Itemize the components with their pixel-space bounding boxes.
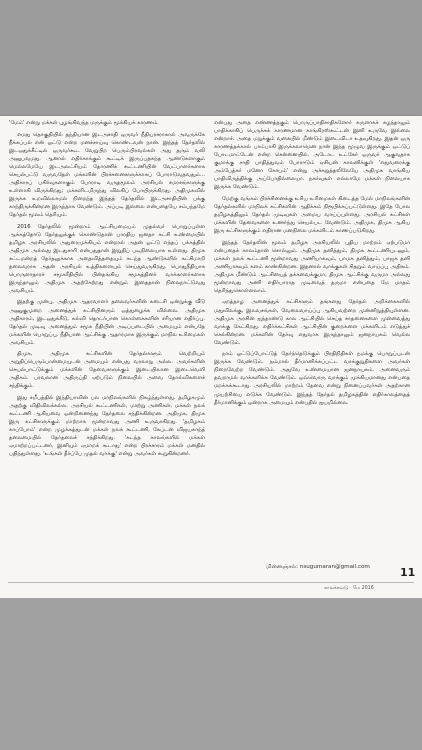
author-email: மின்னஞ்சல்: nsugumaran@gmail.com <box>266 564 370 570</box>
paragraph: மேற்கு வங்கம் பிரச்சினைக்கு உரிய உரிமைகள் கிடைத்த மேல் மாநிலங்களின் தேர்தல்களில் மாநிலக் கட்சிகளின் ஆதிக்கம் நிரூபிக்கப்பட்டுள்ளது. இதே போல தமிழகத்திலும் தேர்தல் முடிவுகள் அமைய வாய்ப்புள்ளது. அரசியல் கட்சிகள் மக்களின் தேவைகளை உணர்ந்து செயல்பட வேண்டும். அதிமுக, திமுக ஆகிய இரு கட்சிகளுக்கும் எதிரான மனநிலை மக்களிடம் காணப்படுகிறது. <box>214 195 410 235</box>
page-number: 11 <box>400 566 416 579</box>
bottom-background <box>0 598 422 750</box>
paragraph: இந்தத் தேர்தலின் மூலம் தமிழக அரசியலில் புதிய மாற்றம் ஏற்படுமா என்பதைக் காலம்தான் சொல்லும். அதிமுக தனித்தும், திமுக கூட்டணியுடனும், மக்கள் நலக் கூட்டணி மூன்றாவது அணியாகவும், பாமக தனித்தும், பாஜக தனி அணியாகவும் களம் காண்கின்றன. இதனால் வாக்குகள் சிதறும் வாய்ப்பு அதிகம். அதிமுக மீண்டும் ஆட்சியைத் தக்கவைக்குமா, திமுக ஆட்சிக்கு வருமா அல்லது மூன்றாவது அணி எதிர்பாராத முடிவைத் தருமா என்பதை மே மாதம் தெரிந்துகொள்ளலாம். <box>214 239 410 294</box>
left-column <box>9 119 205 462</box>
paragraph: ஏறத்தாழ அனைத்துக் கட்சிகளும் தங்களது தேர்தல் அறிக்கைகளில் மதுவிலக்கு, இலவசங்கள், வேலைவாய்ப்பு ஆகியவற்றை முன்னிறுத்தியுள்ளன. அதிமுக அரசின் ஐந்தாண்டு கால ஆட்சியில் செய்த சாதனைகளை முன்வைத்து வாக்கு கேட்கிறது. எதிர்க்கட்சிகள் ஆட்சியின் குறைகளை மக்களிடம் எடுத்துச் செல்கின்றன. மக்களின் தேர்வு எதுவாக இருந்தாலும் ஜனநாயகம் வெல்ல வேண்டும். <box>214 299 410 346</box>
paragraph: இது சமீபத்தில் இந்தியாவின் பல மாநிலங்களில் நிகழ்ந்துள்ளது. தமிழகமும் அதற்கு விதிவிலக்கல்ல. அரசியல் கூட்டணிகள், மாற்று அணிகள், மக்கள் நலக் கூட்டணி ஆகியவை ஒன்றிணைந்து தேர்தலை சந்திக்கின்றன. அதிமுக, திமுக இரு கட்சிகளுக்கும் மாற்றாக மூன்றாவது அணி உருவாகிறது. 'தமிழகம் காப்போம்' என்ற முழக்கத்துடன் மக்கள் நலக் கூட்டணி, கேப்டன் விஜயகாந்த் தலைமையில் தேர்தலைச் சந்திக்கிறது. 'கடந்த காலங்களில் மக்கள் ஏமாற்றப்பட்டனர், இனியும் ஏமாறக் கூடாது' என்ற பிரச்சாரம் மக்கள் மனதில் பதிந்துள்ளது. 'உங்கள் தீர்ப்பே முதல் வாக்கு' என்று அவர்கள் கூறுகின்றனர். <box>9 395 205 458</box>
paragraph: இதற்கு முன்பு, அதிமுக ஆதரவாளர் தலைவர்களின் கடைசி ஒன்றுக்கு வீடு அணுகுமுறை அனைத்துக் கட்சியினரும் ஒத்துழைக்க வில்லை. அதிமுக அதிகாரம், இடஒதுக்கீடு, கல்வி தொடர்பான கொள்கைகளின் சரியான எதிர்ப்பு. தேர்தல் முடிவு அனைத்தும் சமூக நீதியின் அடிப்படையில் அமையும் என்பதே மக்களின் பொறுப்பு. நீதியான ஆட்சிக்கு ஆதாரமாக இருக்கும் மாநில உரிமைகள் அவசியம். <box>9 299 205 346</box>
paragraph: எமது தொகுதியில் தந்தியான இடஅசாதி ஒருவர் நீதியரசராகால் அவருக்கே நீக்கப்பல் என் ஓட்டு என்ற மனச்சாய்வு கொண்டவன் நான். இந்தத் தேர்தலில் இடஒதுக்கீட்டில் ஒருவர்கூட வேறுபிற பெரும்பிரவல்கள் அது தரும் வலி அனுபவமது. ஆனால் எதிர்காக்கும் கூட்டிக் இருப்பதகந்த ஆண்டுகளாகும் மெல்லமேயே இடஅலட்சியம் தோரணிக் கூட்டணியின் வேட்பாளர்களாக செயல்பட்டு வருவதேள் மக்களின் பிரச்சனைகளுக்காகப் போராடுவதவதும்... அதிகாரப் பகிர்வுகளாகும் போராடி வருதமூலம் அரசியல் சமரசங்களுக்கு உள்ளாகி விருக்கிறது; மக்களிடமிருந்து விலகிப் போயிருக்கிறது. அதிமுகவில் இருக்க உறவில்லாமல் நிறைந்த இந்தத் தேர்தலில் இடஅசாதியின் பக்கு காந்திருக்கின்றன இருந்தாக வேண்டும். அப்படி இல்லை என்பதையே சம்பந்தமே தேர்தல் மூலம் தெரியும். <box>9 131 205 219</box>
paragraph: என்பது அதை எண்ணத்தகும் பொருப்பாதிசாதிகளோர் சுருளாகச் சுழந்தாலும் பாதிக்காகிப் பெருக்கக் காரணமான காங்கிரஸ்கூட்டன் இனி உருவே இல்லை என்றாச். அதை மறுக்கும் வகையில் மீண்டும் இடைவிடா உதவுகிறது. இதன் ஒரு காரணத்தக்கால் பாம்பாகி இருக்கலாமென நான் இந்த மூழுவ இருக்கும் ஒட்டுப் போடமாட்டேன் என்ற சென்னையில். அடோட உட்கேர் ஒருவர் ஆகுவதாக குமாக்கு சாதி பாதித்துவம் போராடும் ஏசியன் காலனிக்குள் 'எதுவரைக்கு அம்பேத்கர் மனோ கோபம்' என்று அச்சுறுத்தலிலேயே அதிமுக வாங்கிய பாதிவிருத்திக்கு அப்போதில்லையா. நகர்வுகள் எல்லாமே மக்கள் நிலையாக இருக்க வேண்டும். <box>214 120 410 191</box>
paragraph: நாம் ஓட்டுப்போட்டுத் தேர்ந்தெடுக்கும் பிரதிநிதிகள் நமக்கு பொறுப்புடன் இருக்க வேண்டும். நம்மால் தீர்மானிக்கப்பட்ட வாக்குறுதிகளை அவர்கள் நிறைவேற்ற வேண்டும். அதுவே உண்மையான ஜனநாயகம். அனைவரும் தவறாமல் வாக்களிக்க வேண்டும். ஒவ்வொரு வாக்கும் முக்கியமானது என்பதை மறக்கக்கூடாது. அரசியலில் மாற்றம் தேவை என்று நினைப்பவர்கள் அதற்கான முயற்சியை எடுக்க வேண்டும். இந்தத் தேர்தல் தமிழகத்தின் எதிர்காலத்தைத் தீர்மானிக்கும் ஒன்றாக அமையும் என்பதில் ஐயமில்லை. <box>214 351 410 406</box>
magazine-page <box>0 116 422 598</box>
right-column <box>214 119 410 410</box>
footer-magazine-date: காலச்சுவடு · மே 2016 <box>324 586 374 591</box>
paragraph: 'மேம்' என்று மக்கள் புழங்கிவந்த மருக்கும் மூக்கியக் காரணம். <box>9 120 159 126</box>
paragraph: திமுக, அதிமுக கட்சிகளின் தேர்தல்களும் வெற்றியும் அறுதிப்பெரும்பான்மையுடன் அமையும் என்பது வரலாறு அல்ல. அவர்களின் செயல்பாட்டுக்கும் மக்களின் தேவைகளுக்கும் இடையிலான இடைவெளி அதிகம். பரவலான அதிருப்தி ஏற்படும் நிலையில் அவை தோல்விகளைச் சந்திக்கும். <box>9 351 205 390</box>
paragraph: 2016 தேர்தலில் மூன்றாம் ஆட்சியமையம் முதல்வர் பொறுப்புள்ள ஆக்கத்தோடு தேர்தலுக்குக் கொண்டுதான் பாரதிய ஜனதா கட்சி உண்மையில் தமிழக அரசியலில் அதுரைமுக்கியம் என்றால் அதன் ஓட்டு எந்தப் பக்கத்தில் அதிமுக அல்லது இடதுசாரி என்பதுதான் இறுதிப் படிநிலையாக உள்ளது. திமுக சட்டமன்றத் தேர்தலுக்காக அதைவித்ததையும் கடந்த ஆண்டுகளில் கட்சிமாறி தலைவராக அதன் அரசியல் உத்திகளையும் செய்துவருகிறது. பொதுநீதியாக பொருளாதாரச் சமூகரீதியில் பின்தங்கிய சமூகத்தினர் வாக்காளர்களாக இருந்தாலும் அதிமுக அதற்கேற்றது என்றும் இதைதான் நிலைநாட்டுவது அவசியம். <box>9 223 205 294</box>
footer-divider <box>8 582 414 583</box>
top-background <box>0 0 422 116</box>
